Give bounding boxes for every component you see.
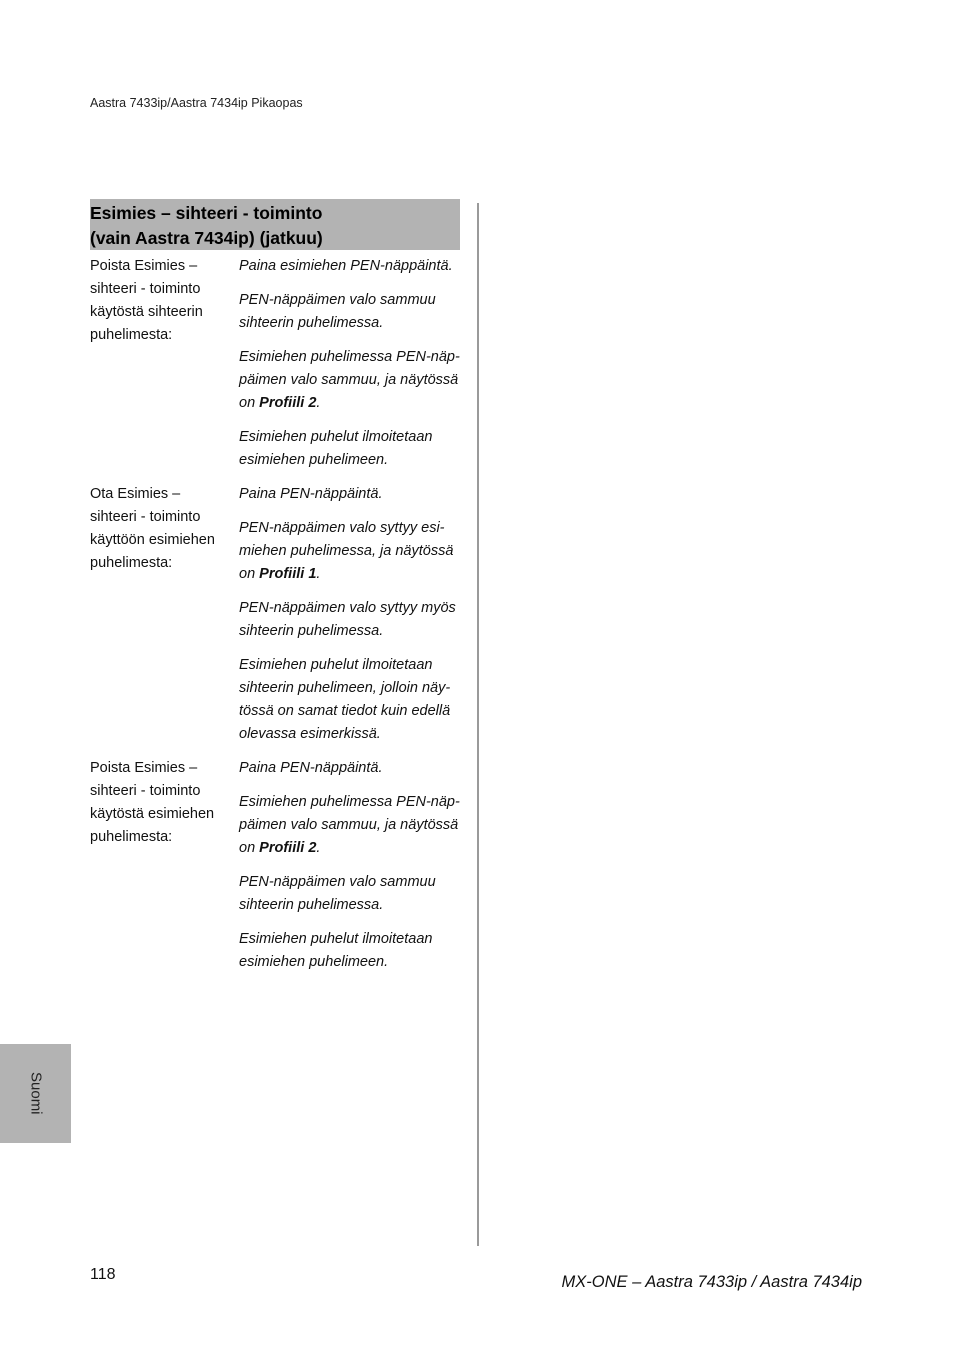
procedure-steps bbox=[239, 483, 462, 757]
procedure-steps bbox=[239, 255, 462, 483]
label-line: sihteeri - toiminto bbox=[90, 509, 201, 525]
section-title-line-2: (vain Aastra 7434ip) (jatkuu) bbox=[90, 228, 323, 248]
procedure-label bbox=[90, 255, 239, 483]
label-line: käyttöön esimiehen bbox=[90, 532, 215, 548]
column-divider bbox=[477, 203, 479, 1246]
label-line: sihteeri - toiminto bbox=[90, 783, 201, 799]
step-text: PEN-näppäimen valo sammuu sihteerin puhelimessa. bbox=[239, 292, 436, 331]
procedure-steps bbox=[239, 757, 462, 974]
step-suffix: . bbox=[316, 395, 321, 411]
label-line: Poista Esimies – bbox=[90, 760, 198, 776]
running-header: Aastra 7433ip/Aastra 7434ip Pikaopas bbox=[90, 96, 303, 110]
language-tab bbox=[0, 1044, 71, 1143]
step-text: PEN-näppäimen valo syttyy esimiehen puhelimessa, ja näytössä on bbox=[239, 520, 454, 582]
step-suffix: . bbox=[316, 566, 321, 582]
step-text: Esimiehen puhelimessa PEN-näppäimen valo sammuu, ja näytössä on bbox=[239, 349, 460, 411]
step-text: Esimiehen puhelut ilmoitetaan esimiehen puhelimeen. bbox=[239, 429, 433, 468]
section-title-line-1: Esimies – sihteeri - toiminto bbox=[90, 203, 323, 223]
step-item bbox=[239, 517, 462, 586]
language-tab-label: Suomi bbox=[27, 1072, 45, 1115]
step-item bbox=[239, 346, 462, 415]
step-text: Paina esimiehen PEN-näppäintä. bbox=[239, 258, 453, 274]
label-line: puhelimesta: bbox=[90, 555, 173, 571]
label-line: Ota Esimies – bbox=[90, 486, 181, 502]
step-text: Paina PEN-näppäintä. bbox=[239, 486, 383, 502]
footer-title: MX-ONE – Aastra 7433ip / Aastra 7434ip bbox=[561, 1273, 862, 1291]
procedure-row bbox=[90, 255, 462, 483]
page-number: 118 bbox=[90, 1266, 116, 1283]
step-text: Esimiehen puhelut ilmoitetaan esimiehen puhelimeen. bbox=[239, 931, 433, 970]
step-item bbox=[239, 791, 462, 860]
label-line: puhelimesta: bbox=[90, 327, 173, 343]
step-text: Esimiehen puhelimessa PEN-näppäimen valo sammuu, ja näytössä on bbox=[239, 794, 460, 856]
label-line: käytöstä esimiehen bbox=[90, 806, 215, 822]
step-suffix: . bbox=[316, 840, 321, 856]
procedure-label bbox=[90, 483, 239, 757]
label-line: käytöstä sihteerin bbox=[90, 304, 203, 320]
profile-name: Profiili 1 bbox=[259, 566, 317, 582]
procedure-row bbox=[90, 483, 462, 757]
procedure-table bbox=[90, 255, 462, 974]
procedure-label bbox=[90, 757, 239, 974]
label-line: sihteeri - toiminto bbox=[90, 281, 201, 297]
step-text: PEN-näppäimen valo sammuu sihteerin puhelimessa. bbox=[239, 874, 436, 913]
step-text: Paina PEN-näppäintä. bbox=[239, 760, 383, 776]
profile-name: Profiili 2 bbox=[259, 840, 317, 856]
label-line: Poista Esimies – bbox=[90, 258, 198, 274]
section-heading bbox=[90, 199, 460, 250]
step-text: PEN-näppäimen valo syttyy myös sihteerin puhelimessa. bbox=[239, 600, 456, 639]
procedure-row bbox=[90, 757, 462, 974]
step-text: Esimiehen puhelut ilmoitetaan sihteerin puhelimeen, jolloin näytössä on samat tiedot kuin edellä olevassa esimerkissä. bbox=[239, 657, 451, 742]
label-line: puhelimesta: bbox=[90, 829, 173, 845]
profile-name: Profiili 2 bbox=[259, 395, 317, 411]
